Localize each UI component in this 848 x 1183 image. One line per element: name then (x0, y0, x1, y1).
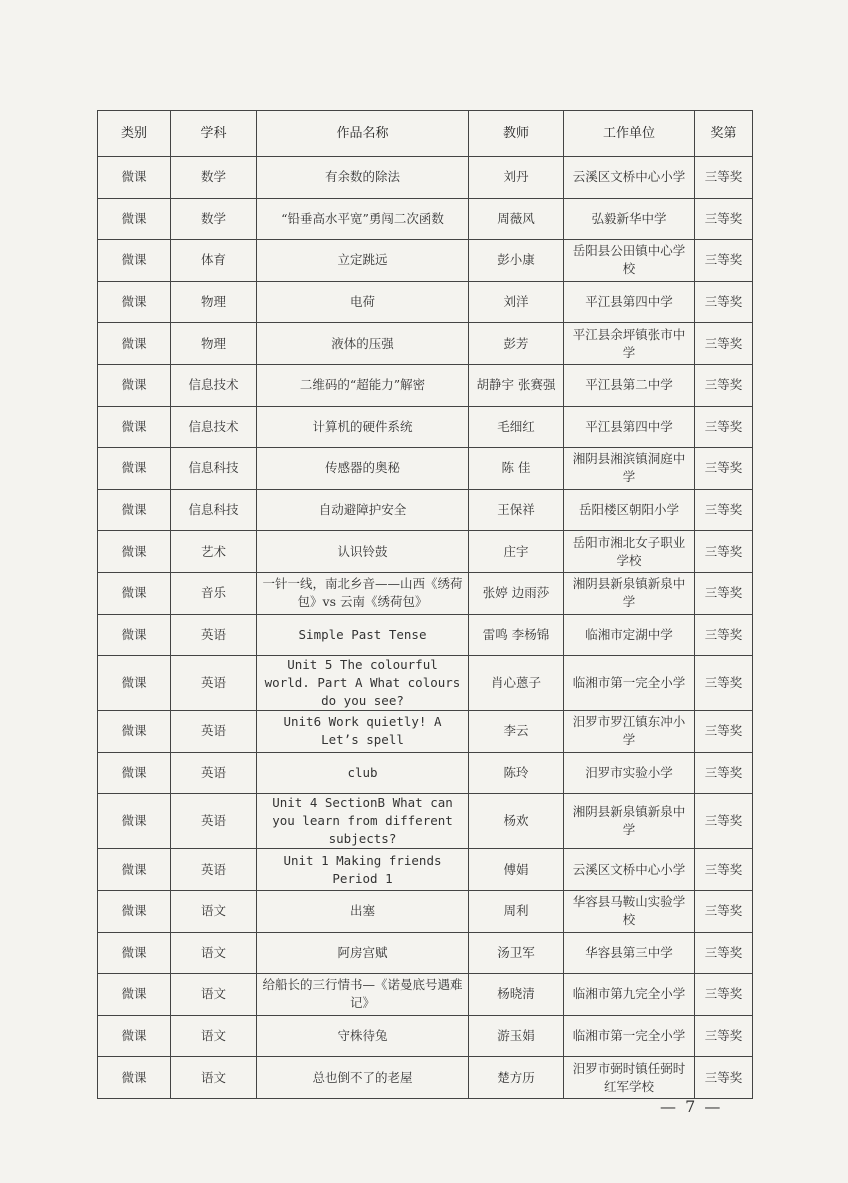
cell-unit: 临湘市第一完全小学 (564, 1015, 695, 1057)
table-row (98, 1015, 753, 1057)
cell-award: 三等奖 (695, 198, 753, 240)
cell-unit: 平江县余坪镇张市中学 (564, 323, 695, 365)
cell-category: 微课 (98, 614, 171, 656)
cell-teacher: 胡静宇 张赛强 (469, 364, 564, 406)
table-body (98, 157, 753, 1099)
cell-subject: 英语 (171, 711, 257, 753)
cell-category: 微课 (98, 711, 171, 753)
cell-award: 三等奖 (695, 752, 753, 794)
header-teacher: 教师 (469, 111, 564, 157)
cell-teacher: 庄宇 (469, 531, 564, 573)
cell-unit: 临湘市第九完全小学 (564, 974, 695, 1016)
table-row (98, 448, 753, 490)
cell-award: 三等奖 (695, 849, 753, 891)
cell-category: 微课 (98, 240, 171, 282)
table-header (98, 111, 753, 157)
cell-subject: 信息技术 (171, 364, 257, 406)
cell-teacher: 肖心蒽子 (469, 656, 564, 711)
cell-category: 微课 (98, 1057, 171, 1099)
cell-unit: 岳阳县公田镇中心学校 (564, 240, 695, 282)
cell-award: 三等奖 (695, 794, 753, 849)
cell-unit: 湘阴县新泉镇新泉中学 (564, 794, 695, 849)
cell-subject: 信息科技 (171, 489, 257, 531)
cell-title: 总也倒不了的老屋 (257, 1057, 469, 1099)
cell-teacher: 刘丹 (469, 157, 564, 199)
cell-title: 立定跳远 (257, 240, 469, 282)
cell-title: club (257, 752, 469, 794)
page-number: — 7 — (660, 1097, 723, 1116)
cell-title: Unit 4 SectionB What can you learn from different subjects? (257, 794, 469, 849)
cell-award: 三等奖 (695, 406, 753, 448)
header-category: 类别 (98, 111, 171, 157)
cell-subject: 英语 (171, 614, 257, 656)
cell-teacher: 周薇风 (469, 198, 564, 240)
cell-title: 自动避障护安全 (257, 489, 469, 531)
table-row (98, 323, 753, 365)
cell-subject: 物理 (171, 281, 257, 323)
table-row (98, 932, 753, 974)
table-row (98, 364, 753, 406)
table-row (98, 890, 753, 932)
table-row (98, 656, 753, 711)
cell-unit: 汨罗市实验小学 (564, 752, 695, 794)
cell-award: 三等奖 (695, 974, 753, 1016)
cell-unit: 岳阳楼区朝阳小学 (564, 489, 695, 531)
cell-unit: 云溪区文桥中心小学 (564, 157, 695, 199)
table-row (98, 531, 753, 573)
cell-category: 微课 (98, 572, 171, 614)
table-row (98, 711, 753, 753)
cell-category: 微课 (98, 752, 171, 794)
cell-category: 微课 (98, 531, 171, 573)
cell-category: 微课 (98, 364, 171, 406)
table-row (98, 572, 753, 614)
awards-table (97, 110, 753, 1099)
header-award: 奖第 (695, 111, 753, 157)
cell-unit: 弘毅新华中学 (564, 198, 695, 240)
cell-title: 有余数的除法 (257, 157, 469, 199)
cell-title: 电荷 (257, 281, 469, 323)
cell-award: 三等奖 (695, 531, 753, 573)
cell-award: 三等奖 (695, 281, 753, 323)
cell-title: Unit 5 The colourful world. Part A What colours do you see? (257, 656, 469, 711)
header-title: 作品名称 (257, 111, 469, 157)
cell-unit: 平江县第四中学 (564, 281, 695, 323)
cell-category: 微课 (98, 890, 171, 932)
cell-teacher: 游玉娟 (469, 1015, 564, 1057)
cell-category: 微课 (98, 1015, 171, 1057)
cell-unit: 临湘市第一完全小学 (564, 656, 695, 711)
cell-award: 三等奖 (695, 932, 753, 974)
cell-title: 传感器的奥秘 (257, 448, 469, 490)
cell-teacher: 陈 佳 (469, 448, 564, 490)
cell-title: Simple Past Tense (257, 614, 469, 656)
table-row (98, 794, 753, 849)
cell-unit: 汨罗市弼时镇任弼时红军学校 (564, 1057, 695, 1099)
cell-teacher: 陈玲 (469, 752, 564, 794)
cell-teacher: 彭小康 (469, 240, 564, 282)
cell-title: 计算机的硬件系统 (257, 406, 469, 448)
cell-subject: 信息科技 (171, 448, 257, 490)
cell-subject: 数学 (171, 198, 257, 240)
cell-teacher: 彭芳 (469, 323, 564, 365)
cell-category: 微课 (98, 448, 171, 490)
cell-award: 三等奖 (695, 489, 753, 531)
cell-subject: 英语 (171, 752, 257, 794)
cell-unit: 华容县马鞍山实验学校 (564, 890, 695, 932)
cell-teacher: 汤卫军 (469, 932, 564, 974)
cell-title: Unit6 Work quietly! A Let’s spell (257, 711, 469, 753)
cell-title: 液体的压强 (257, 323, 469, 365)
cell-teacher: 杨晓清 (469, 974, 564, 1016)
cell-award: 三等奖 (695, 323, 753, 365)
cell-subject: 英语 (171, 794, 257, 849)
cell-category: 微课 (98, 656, 171, 711)
cell-subject: 物理 (171, 323, 257, 365)
cell-award: 三等奖 (695, 1057, 753, 1099)
cell-title: Unit 1 Making friends Period 1 (257, 849, 469, 891)
cell-subject: 信息技术 (171, 406, 257, 448)
cell-category: 微课 (98, 489, 171, 531)
cell-category: 微课 (98, 198, 171, 240)
table-row (98, 198, 753, 240)
table-row (98, 849, 753, 891)
header-row (98, 111, 753, 157)
cell-category: 微课 (98, 406, 171, 448)
cell-teacher: 雷鸣 李杨锦 (469, 614, 564, 656)
cell-teacher: 张婷 边雨莎 (469, 572, 564, 614)
cell-teacher: 李云 (469, 711, 564, 753)
table-row (98, 281, 753, 323)
cell-subject: 数学 (171, 157, 257, 199)
cell-unit: 岳阳市湘北女子职业学校 (564, 531, 695, 573)
table-row (98, 406, 753, 448)
cell-title: 二维码的“超能力”解密 (257, 364, 469, 406)
header-subject: 学科 (171, 111, 257, 157)
cell-subject: 语文 (171, 974, 257, 1016)
cell-subject: 英语 (171, 656, 257, 711)
cell-award: 三等奖 (695, 240, 753, 282)
cell-title: 守株待兔 (257, 1015, 469, 1057)
cell-award: 三等奖 (695, 157, 753, 199)
cell-subject: 艺术 (171, 531, 257, 573)
cell-award: 三等奖 (695, 890, 753, 932)
cell-unit: 平江县第四中学 (564, 406, 695, 448)
cell-category: 微课 (98, 281, 171, 323)
cell-subject: 语文 (171, 932, 257, 974)
cell-unit: 云溪区文桥中心小学 (564, 849, 695, 891)
cell-unit: 湘阴县湘滨镇洞庭中学 (564, 448, 695, 490)
table-row (98, 157, 753, 199)
cell-teacher: 杨欢 (469, 794, 564, 849)
cell-title: 认识铃鼓 (257, 531, 469, 573)
cell-unit: 湘阴县新泉镇新泉中学 (564, 572, 695, 614)
table-row (98, 1057, 753, 1099)
cell-title: “铅垂高水平宽”勇闯二次函数 (257, 198, 469, 240)
cell-teacher: 毛细红 (469, 406, 564, 448)
cell-award: 三等奖 (695, 711, 753, 753)
cell-category: 微课 (98, 794, 171, 849)
cell-teacher: 傅娟 (469, 849, 564, 891)
cell-award: 三等奖 (695, 364, 753, 406)
cell-category: 微课 (98, 157, 171, 199)
cell-teacher: 刘洋 (469, 281, 564, 323)
cell-unit: 临湘市定湖中学 (564, 614, 695, 656)
cell-title: 给船长的三行情书—《诺曼底号遇难记》 (257, 974, 469, 1016)
cell-subject: 语文 (171, 1057, 257, 1099)
header-unit: 工作单位 (564, 111, 695, 157)
table-row (98, 752, 753, 794)
cell-unit: 平江县第二中学 (564, 364, 695, 406)
cell-subject: 语文 (171, 1015, 257, 1057)
cell-teacher: 楚方历 (469, 1057, 564, 1099)
cell-category: 微课 (98, 323, 171, 365)
cell-award: 三等奖 (695, 1015, 753, 1057)
cell-title: 出塞 (257, 890, 469, 932)
cell-title: 一针一线，南北乡音——山西《绣荷包》vs 云南《绣荷包》 (257, 572, 469, 614)
cell-category: 微课 (98, 849, 171, 891)
cell-unit: 华容县第三中学 (564, 932, 695, 974)
cell-subject: 体育 (171, 240, 257, 282)
cell-award: 三等奖 (695, 448, 753, 490)
cell-subject: 音乐 (171, 572, 257, 614)
cell-category: 微课 (98, 974, 171, 1016)
cell-award: 三等奖 (695, 572, 753, 614)
cell-teacher: 王保祥 (469, 489, 564, 531)
cell-award: 三等奖 (695, 656, 753, 711)
cell-category: 微课 (98, 932, 171, 974)
table-row (98, 974, 753, 1016)
table-row (98, 614, 753, 656)
cell-award: 三等奖 (695, 614, 753, 656)
cell-unit: 汨罗市罗江镇东冲小学 (564, 711, 695, 753)
cell-subject: 英语 (171, 849, 257, 891)
cell-title: 阿房宫赋 (257, 932, 469, 974)
table-row (98, 489, 753, 531)
cell-teacher: 周利 (469, 890, 564, 932)
cell-subject: 语文 (171, 890, 257, 932)
table-row (98, 240, 753, 282)
